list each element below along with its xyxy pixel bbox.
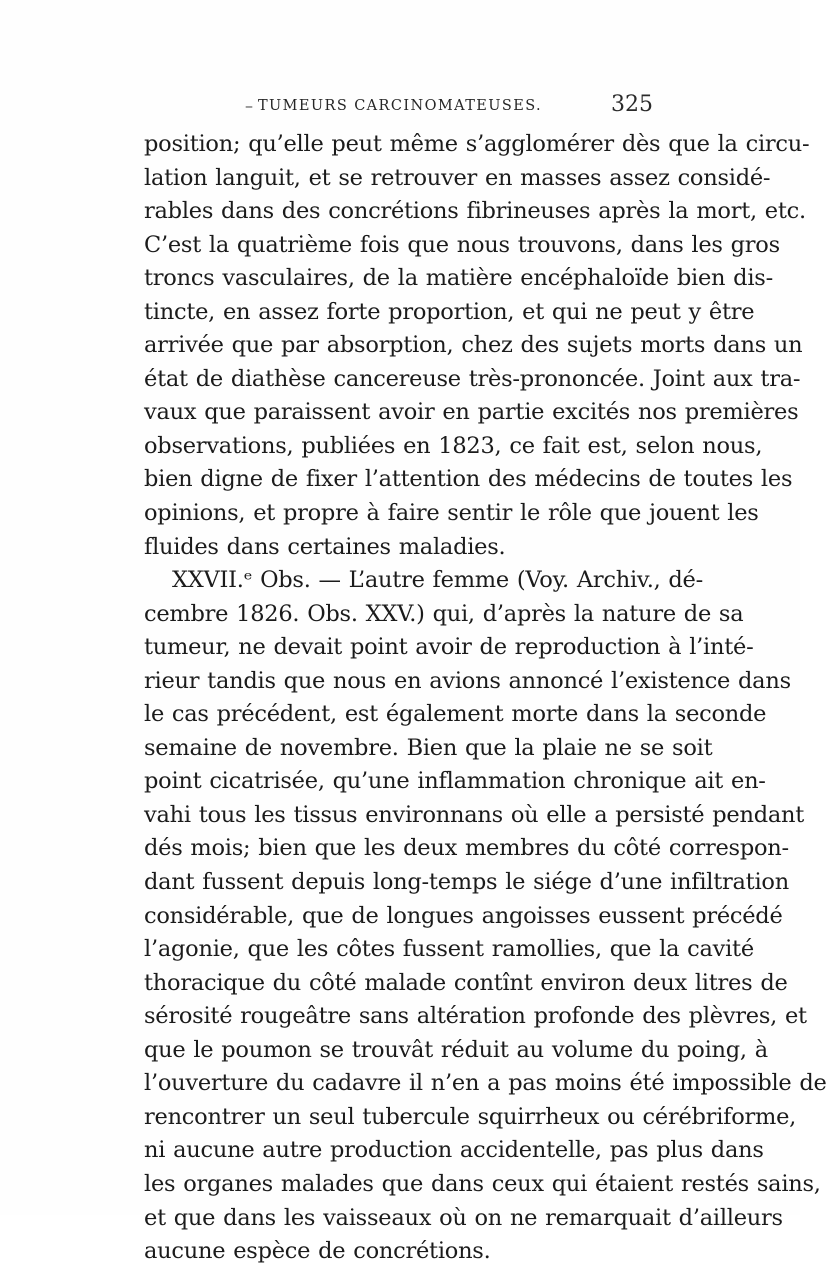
paragraph-end-line: fluides dans certaines maladies. xyxy=(144,533,506,560)
body-text xyxy=(144,128,827,1269)
text-line: dant fussent depuis long-temps le siége d’une infiltration xyxy=(144,869,789,896)
page-header xyxy=(145,92,655,124)
page-number: 325 xyxy=(611,92,653,117)
text-line: les organes malades que dans ceux qui étaient restés sains, xyxy=(144,1170,821,1197)
text-line: thoracique du côté malade contînt environ deux litres de xyxy=(144,969,788,996)
text-line: rieur tandis que nous en avions annoncé l’existence dans xyxy=(144,667,791,694)
header-dash: – xyxy=(245,96,253,115)
text-line: vahi tous les tissus environnans où elle a persisté pendant xyxy=(144,801,805,828)
text-line: dés mois; bien que les deux membres du côté correspon- xyxy=(144,835,789,862)
observation-heading-line: XXVII.ᵉ Obs. — L’autre femme (Voy. Archiv., dé- xyxy=(172,567,703,594)
text-line: tincte, en assez forte proportion, et qui ne peut y être xyxy=(144,298,755,325)
running-title: TUMEURS CARCINOMATEUSES. xyxy=(257,98,543,114)
text-line: rables dans des concrétions fibrineuses après la mort, etc. xyxy=(144,198,806,225)
text-line: position; qu’elle peut même s’agglomérer dès que la circu- xyxy=(144,131,810,157)
text-line: lation languit, et se retrouver en masses assez considé- xyxy=(144,164,771,191)
text-line: et que dans les vaisseaux où on ne remarquait d’ailleurs xyxy=(144,1204,783,1231)
text-line: troncs vasculaires, de la matière encéphaloïde bien dis- xyxy=(144,265,773,292)
text-line: état de diathèse cancereuse très-prononcée. Joint aux tra- xyxy=(144,365,801,392)
text-line: rencontrer un seul tubercule squirrheux ou cérébriforme, xyxy=(144,1103,797,1130)
text-line: point cicatrisée, qu’une inflammation chronique ait en- xyxy=(144,768,766,795)
text-line: considérable, que de longues angoisses eussent précédé xyxy=(144,902,783,929)
text-line: opinions, et propre à faire sentir le rôle que jouent les xyxy=(144,500,759,527)
text-line: que le poumon se trouvât réduit au volume du poing, à xyxy=(144,1036,768,1063)
text-line: C’est la quatrième fois que nous trouvons, dans les gros xyxy=(144,231,780,258)
text-line: cembre 1826. Obs. XXV.) qui, d’après la nature de sa xyxy=(144,600,744,627)
text-line: tumeur, ne devait point avoir de reproduction à l’inté- xyxy=(144,634,754,661)
text-line: l’ouverture du cadavre il n’en a pas moins été impossible de xyxy=(144,1070,827,1097)
text-line: arrivée que par absorption, chez des sujets morts dans un xyxy=(144,332,803,359)
text-line: ni aucune autre production accidentelle, pas plus dans xyxy=(144,1137,764,1164)
text-line: sérosité rougeâtre sans altération profonde des plèvres, et xyxy=(144,1003,807,1030)
text-line: vaux que paraissent avoir en partie excités nos premières xyxy=(144,399,799,426)
text-line: le cas précédent, est également morte dans la seconde xyxy=(144,701,767,728)
text-line: semaine de novembre. Bien que la plaie ne se soit xyxy=(144,734,713,761)
text-line: l’agonie, que les côtes fussent ramollies, que la cavité xyxy=(144,936,754,963)
text-line: observations, publiées en 1823, ce fait est, selon nous, xyxy=(144,432,763,459)
paragraph-end-line: aucune espèce de concrétions. xyxy=(144,1238,491,1265)
text-line: bien digne de fixer l’attention des médecins de toutes les xyxy=(144,466,793,493)
